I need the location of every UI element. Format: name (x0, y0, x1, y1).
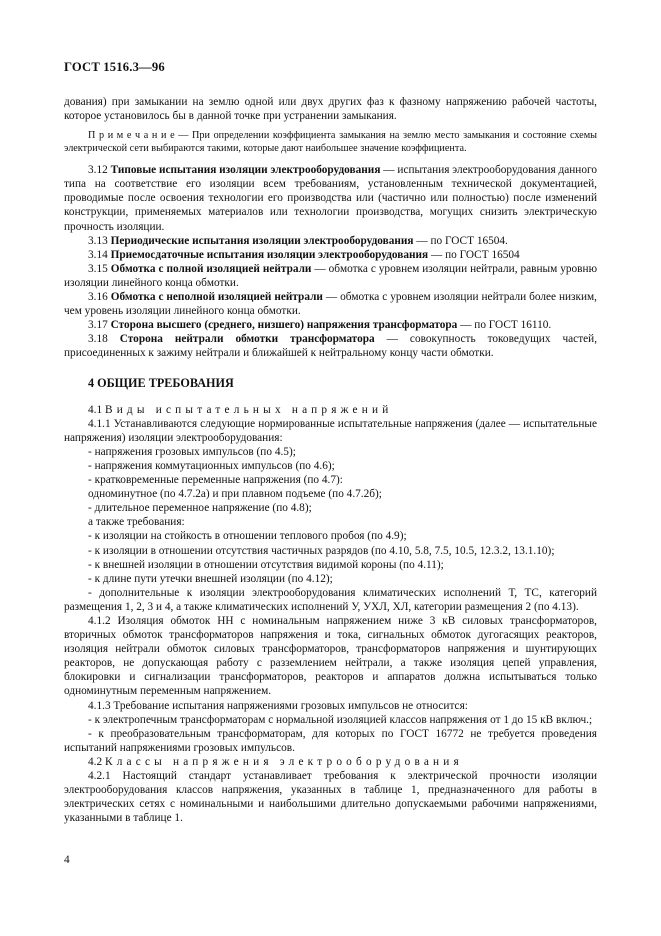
note-text: — При определении коэффициента замыкания на землю место замыкания и состояние схемы электрической сети выбираются такими, которые дают наибольшее значение коэффициента. (64, 130, 597, 155)
document-body (64, 95, 597, 825)
definition-text: — по ГОСТ 16110. (457, 319, 552, 332)
list-item: - кратковременные переменные напряжения (по 4.7): (88, 474, 343, 487)
definition-3-17 (64, 318, 597, 332)
paragraph-continuation: дования) при замыкании на землю одной или двух других фаз к фазному напряжению рабочей частоты, которое установилось бы в данной точке при устранении замыкания. (64, 96, 597, 123)
section-heading: 4 ОБЩИЕ ТРЕБОВАНИЯ (88, 375, 234, 390)
paragraph-4-1-3: 4.1.3 Требование испытания напряжениями грозовых импульсов не относится: (88, 699, 468, 712)
clause-number: 3.14 (88, 248, 111, 261)
list-item: - длительное переменное напряжение (по 4.8); (88, 502, 312, 515)
paragraph-4-1-2: 4.1.2 Изоляция обмоток НН с номинальным напряжением ниже 3 кВ силовых трансформаторов, вторичных обмоток трансформаторов напряжения и тока, сигнальных обмоток дугогасящих реакторов, изоляция нейтрали обмоток силовых трансформаторов, трансформаторов напряжения и шунтирующих реакторов, не допускающая работу с разземлением нейтрали, а также изоляция цепей управления, блокировки и сигнализации трансформаторов, реакторов и аппаратов должна испытываться только одноминутным переменным напряжением. (64, 615, 597, 698)
subsection-4-2-title (64, 755, 597, 769)
definition-3-18 (64, 332, 597, 360)
clause-number: 3.15 (88, 262, 111, 275)
list-item: - к электропечным трансформаторам с нормальной изоляцией классов напряжения от 1 до 15 кВ включ.; (88, 713, 593, 726)
paragraph-4-1-1: 4.1.1 Устанавливаются следующие нормированные испытательные напряжения (далее — испытательные напряжения) изоляции электрооборудования: (64, 417, 597, 444)
definition-text: — обмотка с уровнем изоляции нейтрали, равным уровню изоляции линейного конца обмотки. (64, 262, 598, 289)
list-item: - напряжения коммутационных импульсов (по 4.6); (88, 459, 335, 472)
term: Обмотка с неполной изоляцией нейтрали (110, 291, 323, 304)
clause-number: 4.2 (88, 755, 105, 768)
definition-text: — обмотка с уровнем изоляции нейтрали более низким, чем уровень изоляции линейного конца обмотки. (64, 291, 597, 318)
paragraph-4-2-1: 4.2.1 Настоящий стандарт устанавливает требования к электрической прочности изоляции электрооборудования классов напряжения, указанных в таблице 1, предназначенного для работы в электрических сетях с номинальными и наибольшими длительно допускаемыми рабочими напряжениями, указанными в таблице 1. (64, 770, 597, 825)
definition-text: — по ГОСТ 16504 (428, 248, 520, 261)
definition-text: — испытания электрооборудования данного типа на соответствие его изоляции всем требованиям, установленным технической документацией, проводимые после освоения технологии его производства или (частично или полностью) после изменений конструкции, применяемых материалов или технологии производства, могущих снизить электрическую прочность изоляции. (64, 164, 597, 233)
note-paragraph (64, 129, 597, 155)
clause-number: 3.12 (88, 164, 111, 177)
page-number: 4 (64, 854, 70, 866)
term: Сторона нейтрали обмотки трансформатора (119, 333, 375, 346)
term: Обмотка с полной изоляцией нейтрали (110, 262, 312, 275)
document-header: ГОСТ 1516.3—96 (64, 60, 165, 74)
term: Сторона высшего (среднего, низшего) напряжения трансформатора (110, 319, 458, 332)
term: Типовые испытания изоляции электрооборудования (110, 164, 381, 177)
definition-3-13 (64, 234, 597, 248)
term: Периодические испытания изоляции электрооборудования (110, 234, 414, 247)
list-item: а также требования: (88, 516, 185, 529)
list-item: - к преобразовательным трансформаторам, для которых по ГОСТ 16772 не требуется проведения испытаний напряжениями грозовых импульсов. (64, 727, 597, 754)
note-label: П р и м е ч а н и е (88, 130, 175, 142)
clause-number: 4.1 (88, 403, 105, 416)
definition-3-12 (64, 163, 597, 233)
clause-number: 3.13 (88, 234, 111, 247)
list-item: - к внешней изоляции в отношении отсутствия видимой короны (по 4.11); (88, 558, 444, 571)
clause-number: 3.18 (88, 333, 120, 346)
list-item: - к длине пути утечки внешней изоляции (по 4.12); (88, 572, 333, 585)
clause-number: 3.16 (88, 291, 111, 304)
definition-3-14 (64, 248, 597, 262)
definition-3-16 (64, 290, 597, 318)
subsection-title: Виды испытательных напряжений (104, 403, 393, 416)
list-item: - к изоляции в отношении отсутствия частичных разрядов (по 4.10, 5.8, 7.5, 10.5, 12.3.2, 13.1.10); (88, 544, 555, 557)
clause-number: 3.17 (88, 319, 111, 332)
term: Приемосдаточные испытания изоляции электрооборудования (110, 248, 429, 261)
subsection-title: Классы напряжения электрооборудования (104, 755, 463, 768)
list-item: одноминутное (по 4.7.2а) и при плавном подъеме (по 4.7.2б); (88, 488, 382, 501)
definition-text: — по ГОСТ 16504. (413, 234, 508, 247)
list-item: - напряжения грозовых импульсов (по 4.5); (88, 445, 296, 458)
definition-text: — совокупность токоведущих частей, присоединенных к зажиму нейтрали и ближайшей к нейтральному концу части обмотки. (64, 333, 598, 360)
subsection-4-1-title (64, 403, 597, 417)
list-item: - дополнительные к изоляции электрооборудования климатических исполнений Т, ТС, категорий размещения 1, 2, 3 и 4, а также климатических исполнений У, УХЛ, ХЛ, категории размещения 2 (по 4.13). (64, 586, 597, 613)
list-item: - к изоляции на стойкость в отношении теплового пробоя (по 4.9); (88, 530, 407, 543)
definition-3-15 (64, 262, 597, 290)
